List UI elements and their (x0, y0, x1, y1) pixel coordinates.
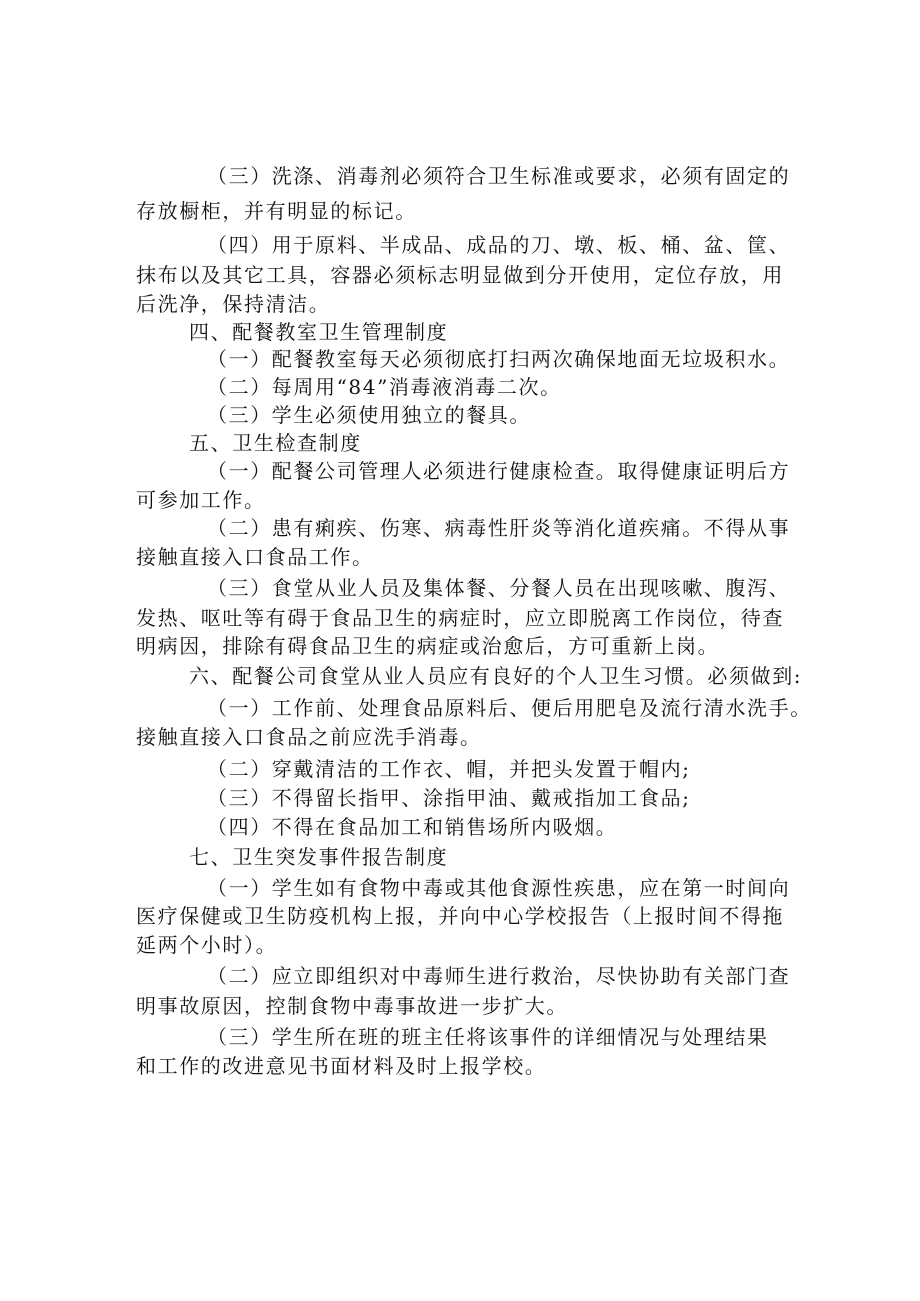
text-line: （一）工作前、处理食品原料后、便后用肥皂及流行清水洗手。 (207, 696, 812, 720)
text-line: （二）患有痢疾、伤寒、病毒性肝炎等消化道疾痛。不得从事 (207, 516, 791, 540)
text-line: （三）食堂从业人员及集体餐、分餐人员在出现咳嗽、腹泻、 (207, 576, 791, 600)
text-line: 可参加工作。 (136, 488, 266, 512)
text-line: （四）不得在食品加工和销售场所内吸烟。 (207, 815, 618, 839)
text-line: 发热、呕吐等有碍于食品卫生的病症时，应立即脱离工作岗位，待查 (136, 606, 784, 630)
text-line: （二）每周用“84”消毒液消毒二次。 (207, 375, 562, 399)
text-line: 明病因，排除有碍食品卫生的病症或治愈后，方可重新上岗。 (136, 634, 720, 658)
text-line: 后洗净，保持清洁。 (136, 292, 331, 316)
text-line: （三）学生所在班的班主任将该事件的详细情况与处理结果 (207, 1025, 769, 1049)
text-line: （二）穿戴清洁的工作衣、帽，并把头发置于帽内; (207, 757, 691, 781)
text-line: 明事故原因，控制食物中毒事故进一步扩大。 (136, 994, 568, 1018)
text-line: （四）用于原料、半成品、成品的刀、墩、板、桶、盆、筐、 (207, 233, 791, 257)
text-line: （三）洗涤、消毒剂必须符合卫生标准或要求，必须有固定的 (207, 164, 791, 188)
text-line: 存放橱柜，并有明显的标记。 (136, 199, 417, 223)
section-heading: 六、配餐公司食堂从业人员应有良好的个人卫生习惯。必须做到: (189, 664, 803, 688)
text-line: （三）学生必须使用独立的餐具。 (207, 403, 531, 427)
text-line: （一）配餐公司管理人必须进行健康检查。取得健康证明后方 (207, 459, 791, 483)
text-line: （一）配餐教室每天必须彻底打扫两次确保地面无垃圾积水。 (207, 347, 791, 371)
section-heading: 七、卫生突发事件报告制度 (189, 845, 449, 869)
text-line: 抹布以及其它工具，容器必须标志明显做到分开使用，定位存放，用 (136, 263, 784, 287)
text-line: （一）学生如有食物中毒或其他食源性疾患，应在第一时间向 (207, 876, 791, 900)
text-line: 医疗保健或卫生防疫机构上报，并向中心学校报告（上报时间不得拖 (136, 904, 784, 928)
text-line: 和工作的改进意见书面材料及时上报学校。 (136, 1054, 547, 1078)
section-heading: 四、配餐教室卫生管理制度 (189, 320, 449, 344)
text-line: 接触直接入口食品之前应洗手消毒。 (136, 725, 482, 749)
section-heading: 五、卫生检查制度 (189, 431, 362, 455)
text-line: （二）应立即组织对中毒师生进行救治，尽快协助有关部门查 (207, 964, 791, 988)
text-line: 接触直接入口食品工作。 (136, 545, 374, 569)
text-line: 延两个小时）。 (136, 933, 278, 957)
text-line: （三）不得留长指甲、涂指甲油、戴戒指加工食品; (207, 786, 691, 810)
